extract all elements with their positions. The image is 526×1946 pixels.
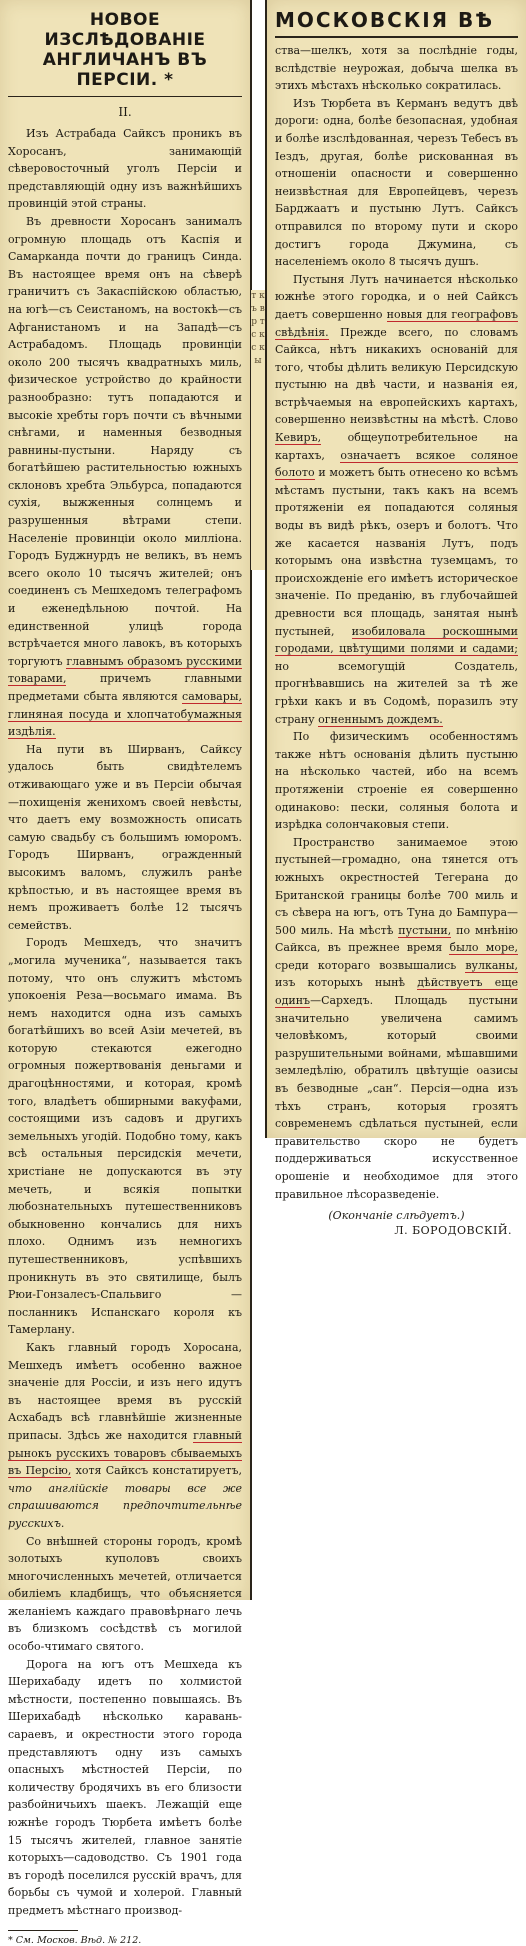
- right-column: [275, 6, 518, 1237]
- italic-english-goods: что англійскіе товары все же спрашиваются предпочтительнѣе русскихъ.: [8, 1481, 242, 1530]
- underlined-fire-rain: огненнымъ дождемъ.: [318, 712, 443, 726]
- left-clipping: [0, 0, 250, 1946]
- r-paragraph-3: Пустыня Лутъ начинается нѣсколько южнѣе этого городка, и о ней Сайксъ даетъ совершенно новыя для географовъ свѣдѣнія. Прежде всего, по словамъ Сайкса, нѣтъ никакихъ основаній для того, чтобы дѣлить великую Персидскую пустыню на двѣ части, и названія ея, встрѣчаемыя на европейскихъ картахъ, совершенно неизвѣстны на мѣстѣ. Слово Кевиръ, общеупотребительное на картахъ, означаетъ всякое соляное болото и можетъ быть отнесено ко всѣмъ мѣстамъ пустыни, такъ какъ на всемъ протяженіи ея попадаются соляныя воды въ видѣ рѣкъ, озеръ и болотъ. Что же касается названія Лутъ, подъ которымъ она извѣстна туземцамъ, то происхожденіе его имѣетъ историческое значеніе. По преданію, въ глубочайшей древности вся площадь, занятая нынѣ пустыней, изобиловала роскошными городами, цвѣтущими полями и садами; но всемогущій Создатель, прогнѣвавшись на жителей за тѣ же грѣхи какъ и въ Содомѣ, поразилъ эту страну огненнымъ дождемъ.: [275, 272, 518, 726]
- paragraph-7: Дорога на югъ отъ Мешхеда къ Шерихабаду идетъ по холмистой мѣстности, постепенно повышаясь. Въ Шерихабадѣ нѣсколько каравань-сараевъ, и окрестности этого города представляютъ одну изъ самыхъ опасныхъ мѣстностей Персіи, по количеству бродячихъ въ его близости разбойничьихъ шаекъ. Лежащій еще южнѣе городъ Тюрбета имѣетъ болѣе 15 тысячъ жителей, главное занятіе которыхъ—садоводство. Съ 1901 года въ городѣ поселился русскій врачъ, для борьбы съ чумой и холерой. Главный предметъ мѣстнаго производ-: [8, 1657, 242, 1917]
- article-title: НОВОЕ ИЗСЛѢДОВАНІЕ АНГЛИЧАНЪ ВЪ ПЕРСІИ. *: [42, 10, 208, 90]
- r-paragraph-1: ства—шелкъ, хотя за послѣдніе годы, вслѣдствіе неурожая, добыча шелка въ этихъ мѣстахъ нѣсколько сократилась.: [275, 44, 518, 93]
- neighbor-column-fragment: т к ъ в р т с к с к ы: [251, 290, 265, 570]
- underlined-salt-marsh: означаетъ всякое соляное болото: [275, 448, 518, 480]
- right-clipping: [267, 0, 526, 1238]
- underlined-volcanoes: вулканы,: [465, 958, 518, 972]
- continuation-note: (Окончаніе слѣдуетъ.): [328, 1209, 465, 1223]
- paragraph-5: Какъ главный городъ Хоросана, Мешхедъ имѣетъ особенно важное значеніе для Россіи, и изъ него идутъ въ настоящее время въ русскій Асхабадъ всѣ главнѣйшіе жизненные припасы. Здѣсь же находится главный рынокъ русскихъ товаровъ сбываемыхъ въ Персію, хотя Сайксъ констатируетъ, что англійскіе товары все же спрашиваются предпочтительнѣе русскихъ.: [8, 1340, 242, 1530]
- underlined-kevir: Кевиръ,: [275, 431, 322, 445]
- underlined-new-info: новыя для географовъ свѣдѣнія.: [275, 307, 518, 339]
- r-paragraph-4: По физическимъ особенностямъ также нѣтъ основанія дѣлить пустыню на нѣсколько частей, ибо на всемъ протяженіи строеніе ея совершенно одинаково: пески, соляныя болота и изрѣдка солончаковыя степи.: [275, 730, 518, 832]
- footnote-rule: [8, 1930, 78, 1931]
- paragraph-2: Въ древности Хоросанъ занималъ огромную площадь отъ Каспія и Самарканда почти до границъ Синда. Въ настоящее время онъ на сѣверѣ граничитъ съ Закаспійскою областью, на югѣ—съ Сеистаномъ, на востокѣ—съ Афганистаномъ и на Западѣ—съ Астрабадомъ. Площадь провинціи около 200 тысячъ квадратныхъ миль, физическое устройство до крайности разнообразно: тутъ попадаются и высокіе хребты горъ почти съ вѣчными снѣгами, и наменныя безводныя равнины-пустыни. Наряду съ богатѣйшею растительностью южныхъ склоновъ хребта Эльбурса, попадаются сухія, выжженныя солнцемъ и разрушенныя вѣтрами степи. Населеніе провинціи около милліона. Городъ Буджнурдъ не великъ, въ немъ всего около 10 тысячъ жителей; онъ соединенъ съ Мешхедомъ телеграфомъ и еженедѣльною почтой. На единственной улицѣ города встрѣчается много лавокъ, въ которыхъ торгуютъ главнымъ образомъ русскими товарами, причемъ главными предметами сбыта являются самовары, глиняная посуда и хлопчатобумажныя издѣлія.: [8, 214, 242, 739]
- footnote: * См. Москов. Вѣд. № 212.: [8, 1934, 142, 1946]
- author-signature: Л. БОРОДОВСКІЙ.: [394, 1224, 512, 1238]
- underlined-samovars: самовары, глиняная посуда и хлопчатобумажныя издѣлія.: [8, 690, 242, 739]
- underlined-russian-goods: главнымъ образомъ русскими товарами,: [8, 654, 242, 686]
- underlined-active: дѣйствуетъ еще одинъ: [275, 976, 518, 1008]
- section-number: II.: [118, 105, 132, 119]
- left-column: [8, 6, 242, 1946]
- newspaper-masthead: МОСКОВСКІЯ ВѢ: [275, 8, 518, 38]
- paragraph-3: На пути въ Ширванъ, Сайксу удалось быть свидѣтелемъ отживающаго уже и въ Персіи обычая—похищенія женихомъ своей невѣсты, что даетъ ему возможность описать самую свадьбу съ большимъ юморомъ. Городъ Ширванъ, огражденный высокимъ валомъ, служилъ ранѣе крѣпостью, и въ настоящее время въ немъ проживаетъ болѣе 12 тысячъ семействъ.: [8, 742, 242, 932]
- column-divider-left: [250, 0, 252, 1600]
- underlined-main-market: главный рынокъ русскихъ товаровъ сбываемыхъ въ Персію,: [8, 1428, 242, 1478]
- title-rule: [8, 96, 242, 97]
- r-paragraph-2: Изъ Тюрбета въ Керманъ ведутъ двѣ дороги: одна, болѣе безопасная, удобная и болѣе изслѣдованная, черезъ Тебесъ въ Іездъ, другая, болѣе рискованная въ отношеніи опасности и совершенно неизвѣстная для Европейцевъ, черезъ Барджаатъ и пустыню Лутъ. Сайксъ отправился по второму пути и скоро достигъ города Джумина, съ населеніемъ около 8 тысячъ душъ.: [275, 96, 518, 269]
- underlined-sea: было море,: [449, 941, 519, 955]
- underlined-rich-cities: изобиловала роскошными городами, цвѣтущими полями и садами;: [275, 624, 518, 656]
- paragraph-1: Изъ Астрабада Сайксъ проникъ въ Хоросанъ, занимающій сѣверовосточный уголъ Персіи и представляющій одну изъ важнѣйшихъ провинцій этой страны.: [8, 127, 242, 211]
- paragraph-4: Городъ Мешхедъ, что значитъ „могила мученика“, называется такъ потому, что онъ служитъ мѣстомъ упокоенія Реза—восьмаго имама. Въ немъ находится одна изъ самыхъ богатѣйшихъ во всей Азіи мечетей, въ которую стекаются ежегодно огромныя пожертвованія деньгами и драгоцѣнностями, и которая, кромѣ того, владѣетъ обширными вакуфами, состоящими изъ садовъ и другихъ земельныхъ угодій. Подобно тому, какъ всѣ остальныя персидскія мечети, христіане не допускаются въ эту мечеть, и всякія попытки любознательныхъ путешественниковъ обыкновенно кончались для нихъ плохо. Однимъ изъ немногихъ путешественниковъ, успѣвшихъ проникнуть въ это святилище, былъ Рюи-Гонзалесъ-Спальвиго — посланникъ Испанскаго короля къ Тамерлану.: [8, 936, 242, 1337]
- paragraph-6: Со внѣшней стороны городъ, кромѣ золотыхъ куполовъ своихъ многочисленныхъ мечетей, отличается обиліемъ кладбищъ, что объясняется желаніемъ каждаго правовѣрнаго лечь въ близкомъ сосѣдствѣ съ могилой особо-чтимаго святого.: [8, 1534, 242, 1654]
- underlined-desert: пустыни,: [398, 923, 452, 937]
- r-paragraph-5: Пространство занимаемое этою пустыней—громадно, она тянется отъ южныхъ окрестностей Тегерана до Британской границы болѣе 700 миль и съ сѣвера на югъ, отъ Туна до Бампура—500 миль. На мѣстѣ пустыни, по мнѣнію Сайкса, въ прежнее время было море, среди котораго возвышались вулканы, изъ которыхъ нынѣ дѣйствуетъ еще одинъ—Сархедъ. Площадь пустыни значительно увеличена самимъ человѣкомъ, который своими разрушительными войнами, мѣшавшими земледѣлію, обратилъ цвѣтущіе оазисы въ безводные „сан“. Персія—одна изъ тѣхъ странъ, которыя грозятъ современемъ сдѣлаться пустыней, если правительство скоро не будетъ поддерживаться искусственное орошеніе и необходимое для этого правильное лѣсоразведеніе.: [275, 835, 519, 1201]
- title-footnote-mark: *: [164, 70, 174, 90]
